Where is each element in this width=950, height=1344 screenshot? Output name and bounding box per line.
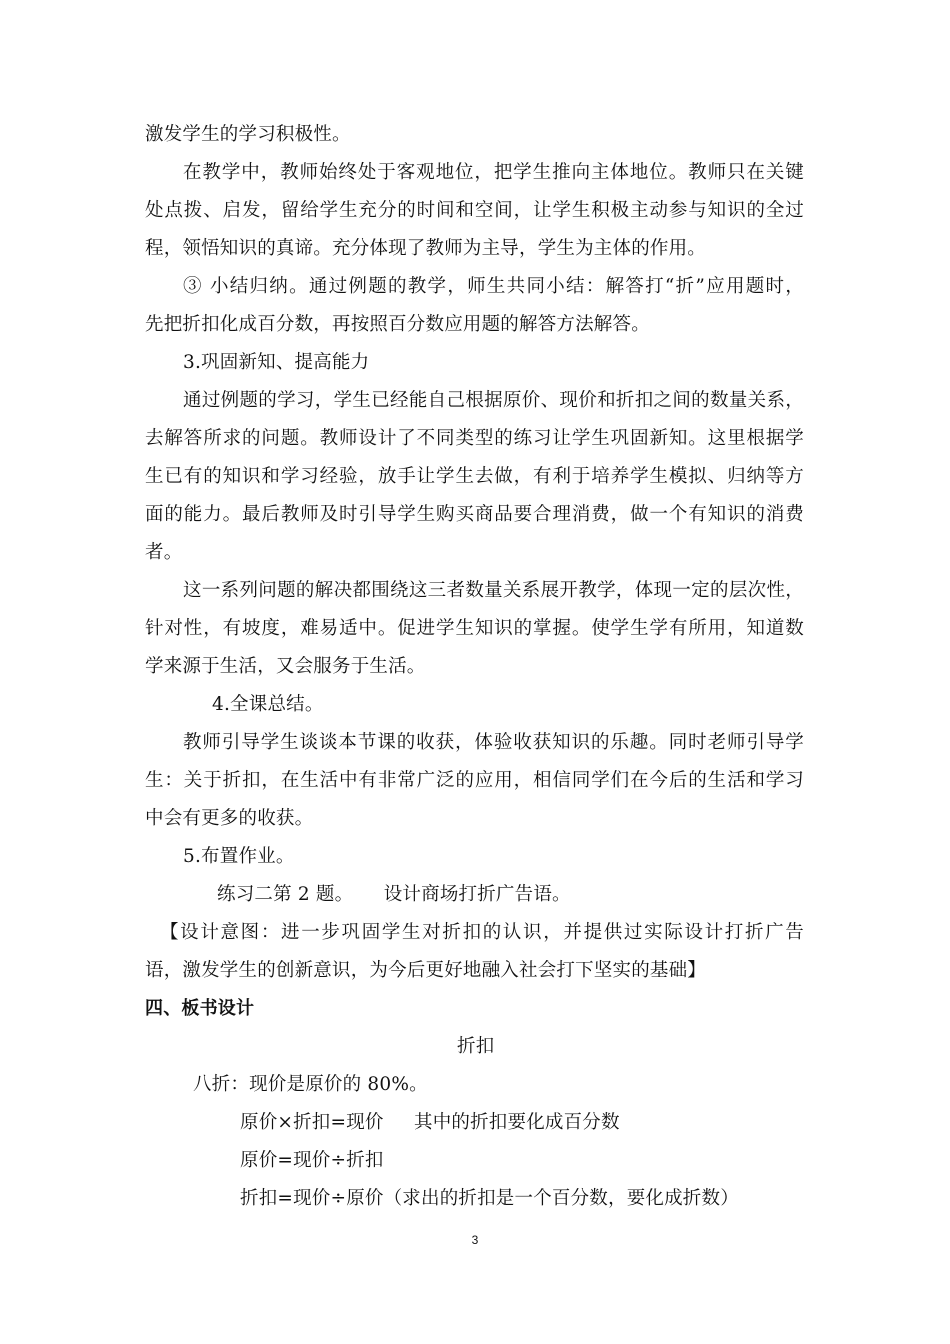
- board-line: 八折：现价是原价的 80%。: [193, 1074, 428, 1095]
- board-title: 折扣: [457, 1036, 495, 1057]
- paragraph-line: 激发学生的学习积极性。: [145, 124, 351, 145]
- board-line: 原价=现价÷折扣: [240, 1150, 384, 1171]
- paragraph-line: 程，领悟知识的真谛。充分体现了教师为主导，学生为主体的作用。: [145, 238, 707, 259]
- homework-line: 练习二第 2 题。 设计商场打折广告语。: [217, 884, 571, 905]
- paragraph-line: 通过例题的学习，学生已经能自己根据原价、现价和折扣之间的数量关系，: [183, 390, 804, 411]
- section-heading: 3.巩固新知、提高能力: [183, 352, 370, 373]
- paragraph-line: 在教学中，教师始终处于客观地位，把学生推向主体地位。教师只在关键: [183, 162, 804, 183]
- paragraph-line: 生已有的知识和学习经验，放手让学生去做，有利于培养学生模拟、归纳等方: [145, 466, 804, 487]
- section-title-board-design: 四、板书设计: [145, 998, 255, 1019]
- paragraph-line: 针对性，有坡度，难易适中。促进学生知识的掌握。使学生学有所用，知道数: [145, 618, 804, 639]
- page-number: 3: [471, 1233, 479, 1247]
- section-heading: 5.布置作业。: [183, 846, 295, 867]
- paragraph-line: 先把折扣化成百分数，再按照百分数应用题的解答方法解答。: [145, 314, 650, 335]
- paragraph-line: 学来源于生活，又会服务于生活。: [145, 656, 426, 677]
- board-line: 折扣=现价÷原价（求出的折扣是一个百分数，要化成折数）: [240, 1188, 739, 1209]
- paragraph-line: 中会有更多的收获。: [145, 808, 314, 829]
- paragraph-line: 者。: [145, 542, 183, 563]
- design-intent-line: 【设计意图：进一步巩固学生对折扣的认识，并提供过实际设计打折广告: [160, 922, 804, 943]
- board-line: 原价×折扣=现价 其中的折扣要化成百分数: [240, 1112, 620, 1133]
- paragraph-line: 去解答所求的问题。教师设计了不同类型的练习让学生巩固新知。这里根据学: [145, 428, 804, 449]
- paragraph-line: 面的能力。最后教师及时引导学生购买商品要合理消费，做一个有知识的消费: [145, 504, 804, 525]
- paragraph-line: ③ 小结归纳。通过例题的教学，师生共同小结：解答打“折”应用题时，: [183, 276, 804, 297]
- section-heading: 4.全课总结。: [212, 694, 324, 715]
- paragraph-line: 教师引导学生谈谈本节课的收获，体验收获知识的乐趣。同时老师引导学: [183, 732, 804, 753]
- paragraph-line: 处点拨、启发，留给学生充分的时间和空间，让学生积极主动参与知识的全过: [145, 200, 804, 221]
- design-intent-line: 语，激发学生的创新意识，为今后更好地融入社会打下坚实的基础】: [145, 960, 707, 981]
- paragraph-line: 生：关于折扣，在生活中有非常广泛的应用，相信同学们在今后的生活和学习: [145, 770, 804, 791]
- paragraph-line: 这一系列问题的解决都围绕这三者数量关系展开教学，体现一定的层次性，: [183, 580, 804, 601]
